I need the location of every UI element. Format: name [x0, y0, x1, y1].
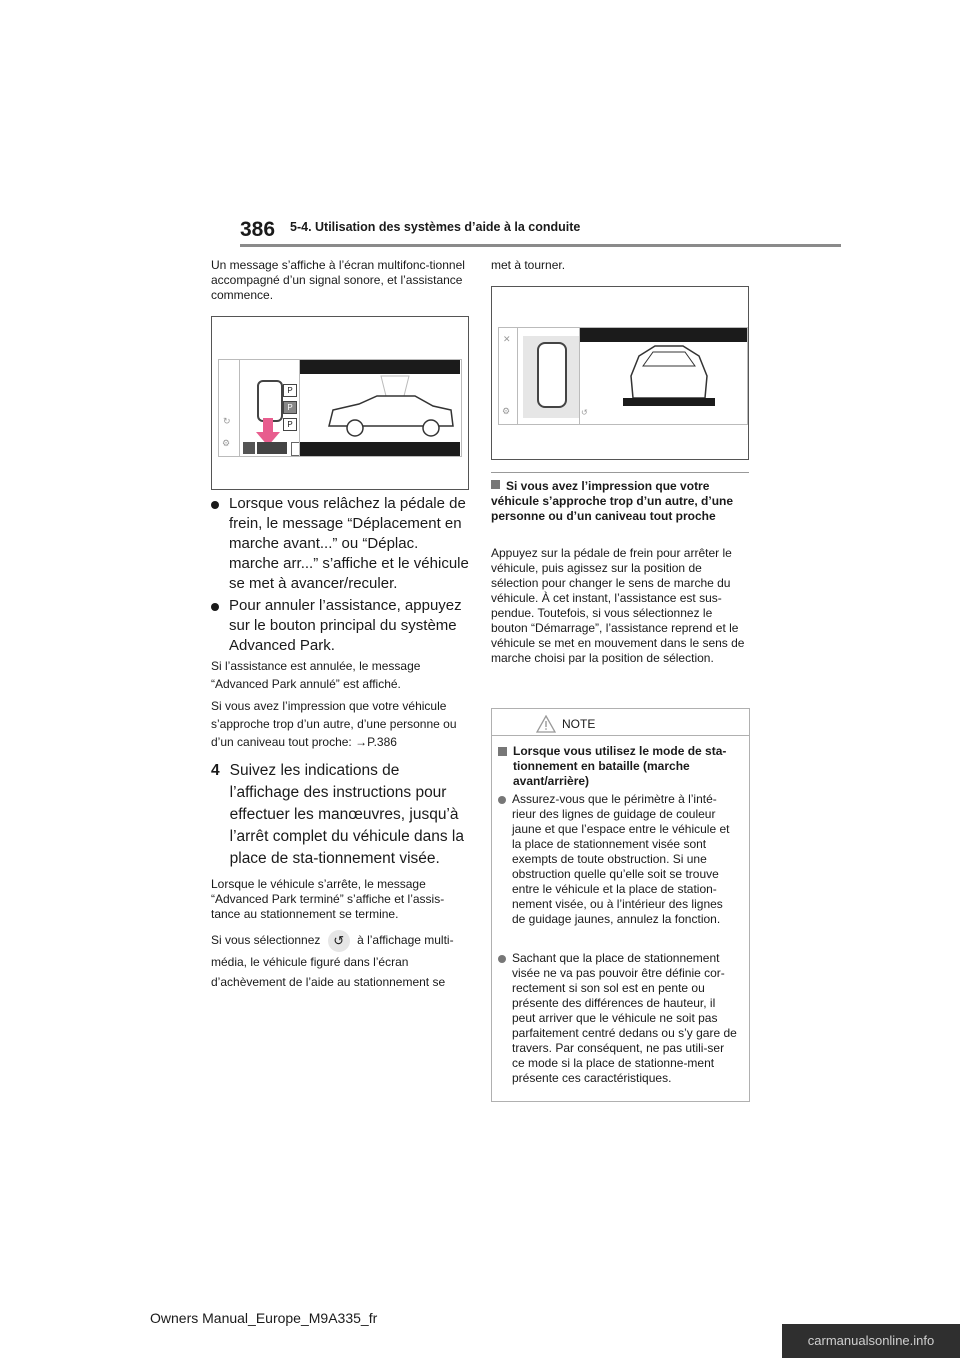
- vehicle-top-view: [257, 380, 283, 422]
- note-header: [492, 709, 749, 736]
- bullet-dot: [211, 603, 219, 611]
- section-title: 5-4. Utilisation des systèmes d’aide à la conduite: [290, 220, 581, 234]
- square-bullet-icon: [498, 747, 507, 756]
- vehicle-side-view: [319, 374, 459, 442]
- step-text: Suivez les indications de l’affichage des instructions pour effectuer les manœuvres, jusqu’à l’arrêt complet du véhicule dans la place de sta-tionnement visée.: [229, 762, 464, 867]
- section-paragraph: Appuyez sur la pédale de frein pour arrêter le véhicule, puis agissez sur la position de sélection pour changer le sens de marche du véhicule. À cet instant, l’assistance est sus-pendue. Toutefois, si vous sélectionnez le bouton “Démarrage”, l’assistance reprend et le véhicule se met en mouvement dans le sens de marche choisi par la position de sélection.: [491, 546, 745, 665]
- page-reference-link[interactable]: →P.386: [355, 735, 397, 749]
- proximity-paragraph: [211, 697, 469, 751]
- note-item-text: Sachant que la place de stationnement visée ne va pas pouvoir être définie cor-rectement si son sol est en pente ou présente des différences de hauteur, il peut arriver que le véhicule ne soit pas parfaitement centré dedans ou s’y gare de travers. Par conséquent, ne pas utili-ser ce mode si la place de stationne-ment présente ces caractéristiques.: [512, 951, 737, 1085]
- bullet-item: [211, 596, 469, 656]
- settings-icon: ⚙: [222, 438, 231, 448]
- note-title: NOTE: [562, 717, 596, 731]
- note-heading: [498, 744, 742, 789]
- note-item-text: Assurez-vous que le périmètre à l’inté-rieur des lignes de guidage de couleur jaune et que l’espace entre le véhicule et la place de stationnement visée sont exempts de toute obstruction. Si une obstruction quelle qu’elle soit se trouve entre le véhicule et la place de station-nement visée, ou à l’intérieur des lignes de guidage jaunes, annulez la fonction.: [512, 792, 730, 926]
- select-text-end: à l’affichage multi-média, le véhicule figuré dans l’écran d’achèvement de l’aide au stationnement se: [211, 933, 454, 989]
- section-heading-text: Si vous avez l’impression que votre véhicule s’approche trop d’un autre, d’une personne ou d’un caniveau tout proche: [491, 479, 734, 523]
- section-heading: [491, 479, 749, 524]
- continuation-text: met à tourner.: [491, 258, 566, 272]
- figure-completion-screen: [491, 286, 749, 460]
- rotate-icon: ↻: [223, 416, 231, 426]
- note-bullet-dot: [498, 955, 506, 963]
- end-paragraph: Lorsque le véhicule s’arrête, le message “Advanced Park terminé” s’affiche et l’assis-tance au stationnement se termine.: [211, 877, 445, 921]
- bullet-item: [211, 494, 469, 594]
- step-item: [211, 760, 471, 870]
- status-bar: [257, 442, 287, 454]
- bullet-text: Pour annuler l’assistance, appuyez sur le bouton principal du système Advanced Park.: [229, 597, 462, 654]
- proximity-text: Si vous avez l’impression que votre véhicule s’approche trop d’un autre, d’une personne ou d’un caniveau tout proche:: [211, 699, 457, 749]
- watermark: carmanualsonline.info: [782, 1324, 960, 1358]
- bullet-text: Lorsque vous relâchez la pédale de frein, le message “Déplacement en marche avant...” ou “Déplac. marche arr...” s’affiche et le véhicule se met à avancer/reculer.: [229, 495, 469, 592]
- header-rule: [240, 244, 841, 247]
- note-heading-text: Lorsque vous utilisez le mode de sta-tionnement en bataille (marche avant/arrière): [513, 744, 727, 788]
- note-item: [498, 951, 738, 1086]
- page-number: 386: [240, 218, 276, 241]
- parking-slot-p: P: [283, 418, 297, 431]
- multi-display-screen: [218, 359, 462, 457]
- parking-slot-p: P: [283, 384, 297, 397]
- rotate-vehicle-icon: ↺: [328, 930, 350, 952]
- completion-screen: [498, 327, 748, 425]
- figure-advanced-park-screen: [211, 316, 469, 490]
- step-number: 4: [211, 762, 220, 779]
- mode-icon: [243, 442, 255, 454]
- bullet-dot: [211, 501, 219, 509]
- cancel-paragraph: Si l’assistance est annulée, le message “Advanced Park annulé” est affiché.: [211, 659, 421, 691]
- warning-triangle-icon: [536, 715, 556, 733]
- footer-text: Owners Manual_Europe_M9A335_fr: [150, 1310, 378, 1326]
- note-box: [491, 708, 750, 1102]
- close-icon: ✕: [503, 334, 511, 344]
- select-text-start: Si vous sélectionnez: [211, 933, 321, 948]
- intro-paragraph: Un message s’affiche à l’écran multifonc-tionnel accompagné d’un signal sonore, et l’assistance commence.: [211, 258, 465, 302]
- vehicle-top-view: [537, 342, 567, 408]
- select-paragraph: [211, 930, 469, 992]
- note-item: [498, 792, 738, 927]
- parking-slot-p-selected: P: [283, 401, 297, 414]
- settings-icon: ⚙: [502, 406, 511, 416]
- note-bullet-dot: [498, 796, 506, 804]
- parking-slot-list: [283, 384, 297, 431]
- rotate-small-icon: ↺: [581, 408, 588, 417]
- vehicle-front-view: [619, 342, 719, 410]
- square-bullet-icon: [491, 480, 500, 489]
